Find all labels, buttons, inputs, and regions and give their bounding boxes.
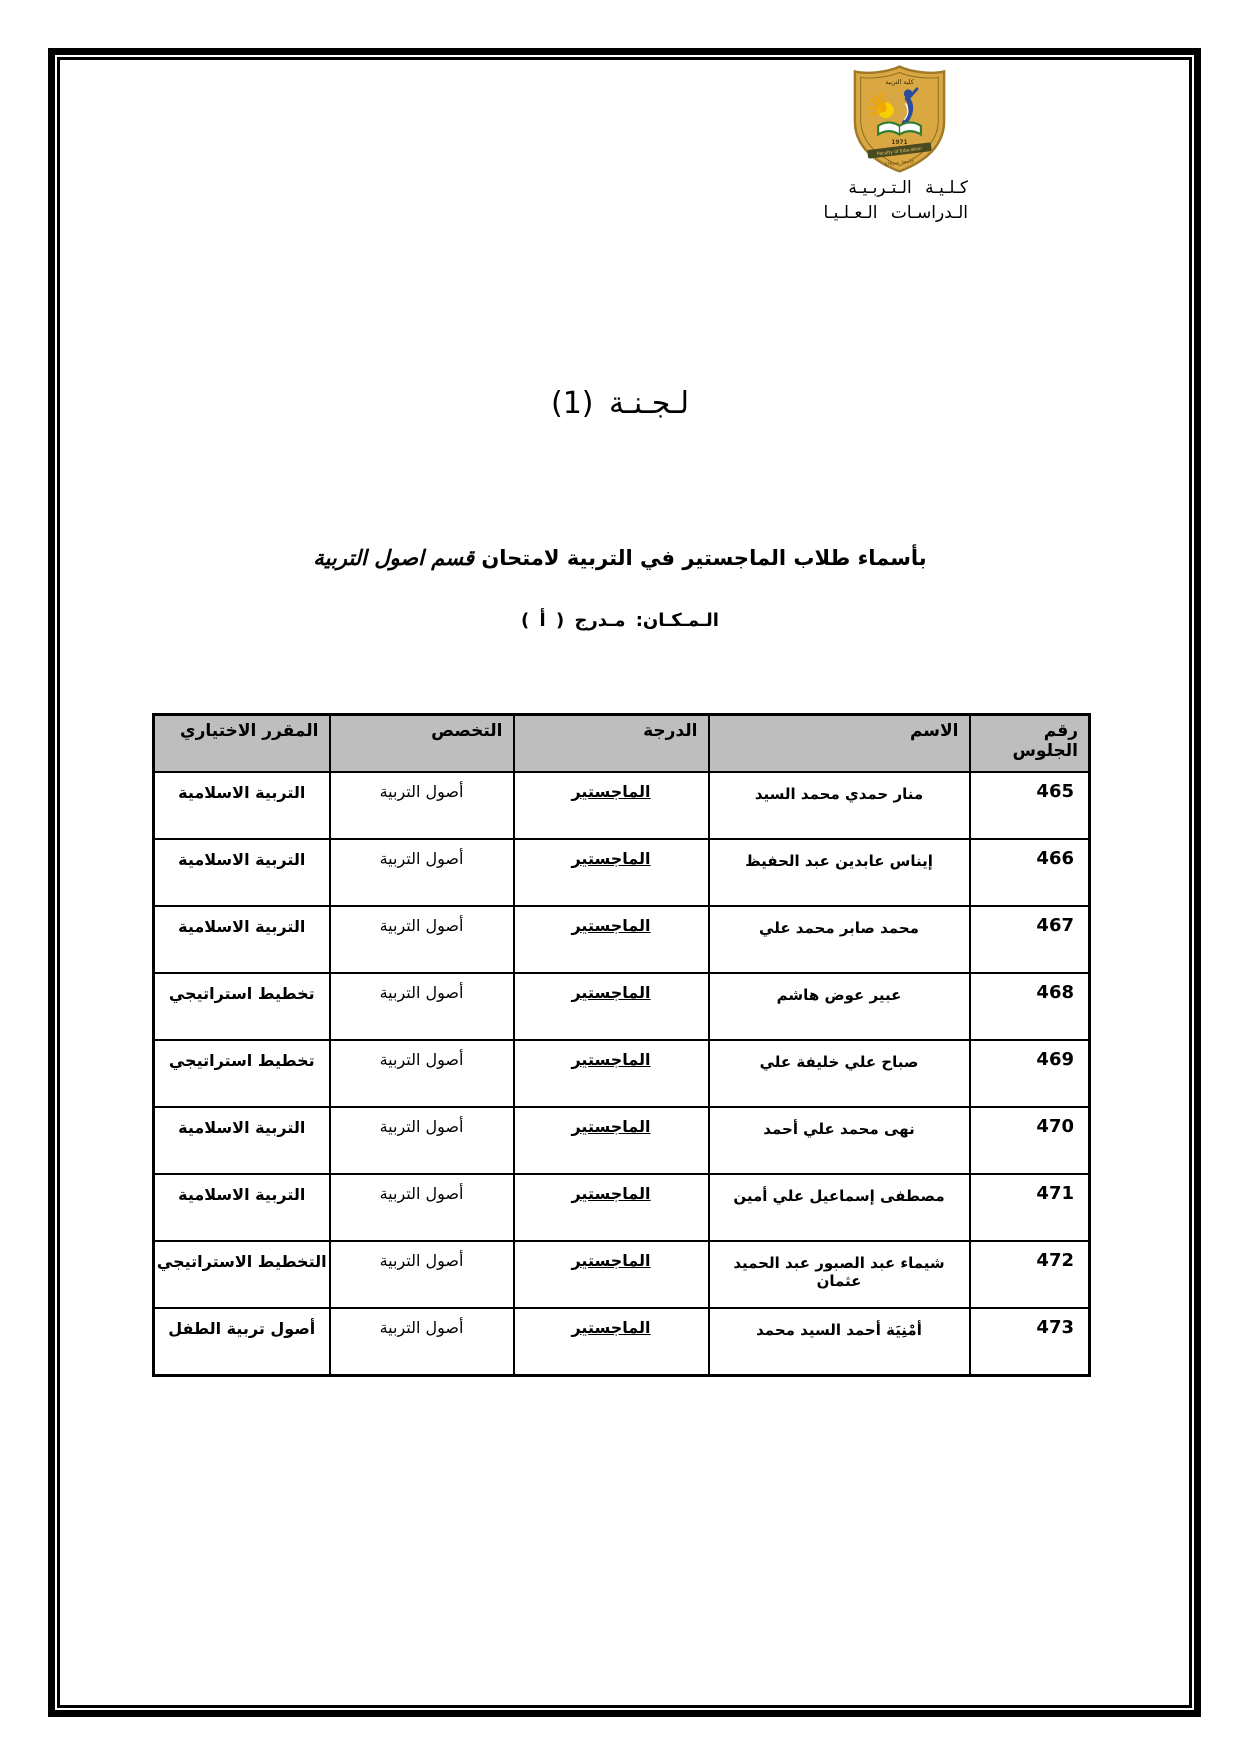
specialization: أصول التربية — [330, 1107, 514, 1174]
table-row — [154, 1308, 1090, 1376]
students-roster-table — [152, 713, 1091, 1377]
specialization: أصول التربية — [330, 1040, 514, 1107]
student-name: صباح علي خليفة علي — [709, 1040, 970, 1107]
specialization: أصول التربية — [330, 839, 514, 906]
exam-location: الـمـكـان: مـدرج ( أ ) — [521, 610, 719, 631]
table-row — [154, 1241, 1090, 1308]
table-row — [154, 1174, 1090, 1241]
degree: الماجستير — [514, 839, 709, 906]
degree: الماجستير — [514, 1241, 709, 1308]
elective-course: التربية الاسلامية — [154, 839, 330, 906]
seat-number: 470 — [970, 1107, 1090, 1174]
seat-number: 471 — [970, 1174, 1090, 1241]
elective-course: التربية الاسلامية — [154, 1107, 330, 1174]
elective-course: التخطيط الاستراتيجي — [154, 1241, 330, 1308]
student-name: أمْنِيَة أحمد السيد محمد — [709, 1308, 970, 1376]
specialization: أصول التربية — [330, 1174, 514, 1241]
student-name: نهى محمد علي أحمد — [709, 1107, 970, 1174]
student-name: مصطفى إسماعيل علي أمين — [709, 1174, 970, 1241]
degree: الماجستير — [514, 1107, 709, 1174]
committee-title: لـجـنـة (1) — [550, 386, 690, 421]
elective-course: أصول تربية الطفل — [154, 1308, 330, 1376]
column-header-specialization: التخصص — [330, 715, 514, 773]
faculty-header-text — [823, 176, 968, 225]
table-row — [154, 1040, 1090, 1107]
specialization: أصول التربية — [330, 1308, 514, 1376]
student-name: منار حمدي محمد السيد — [709, 772, 970, 839]
university-emblem-icon — [851, 64, 948, 174]
student-name: شيماء عبد الصبور عبد الحميد عثمان — [709, 1241, 970, 1308]
specialization: أصول التربية — [330, 772, 514, 839]
emblem-banner-text: Faculty of Education — [876, 146, 923, 158]
column-header-name: الاسم — [709, 715, 970, 773]
student-name: عبير عوض هاشم — [709, 973, 970, 1040]
specialization: أصول التربية — [330, 973, 514, 1040]
column-header-degree: الدرجة — [514, 715, 709, 773]
elective-course: تخطيط استراتيجي — [154, 1040, 330, 1107]
emblem-top-text: كلية التربية — [885, 79, 914, 87]
faculty-line-1: كـلـيـة الـتـربـيـة — [848, 178, 968, 198]
degree: الماجستير — [514, 973, 709, 1040]
column-header-elective-course: المقرر الاختياري — [154, 715, 330, 773]
seat-number: 472 — [970, 1241, 1090, 1308]
faculty-line-2: الـدراسـات الـعـلـيـا — [823, 202, 968, 223]
degree: الماجستير — [514, 772, 709, 839]
seat-number: 467 — [970, 906, 1090, 973]
degree: الماجستير — [514, 1040, 709, 1107]
degree: الماجستير — [514, 1174, 709, 1241]
column-header-seat-number: رقم الجلوس — [970, 715, 1090, 773]
subtitle-department-text: قسم اصول التربية — [313, 546, 482, 570]
seat-number: 466 — [970, 839, 1090, 906]
elective-course: التربية الاسلامية — [154, 906, 330, 973]
specialization: أصول التربية — [330, 906, 514, 973]
elective-course: التربية الاسلامية — [154, 1174, 330, 1241]
emblem-bottom-text: جامعة سوهاج — [884, 158, 915, 167]
subtitle-main-text: بأسماء طلاب الماجستير في التربية لامتحان — [481, 546, 927, 570]
student-name: محمد صابر محمد علي — [709, 906, 970, 973]
table-row — [154, 1107, 1090, 1174]
degree: الماجستير — [514, 906, 709, 973]
degree: الماجستير — [514, 1308, 709, 1376]
seat-number: 473 — [970, 1308, 1090, 1376]
emblem-year: 1971 — [891, 140, 908, 147]
specialization: أصول التربية — [330, 1241, 514, 1308]
table-header-row — [154, 715, 1090, 773]
elective-course: تخطيط استراتيجي — [154, 973, 330, 1040]
table-row — [154, 973, 1090, 1040]
table-row — [154, 906, 1090, 973]
elective-course: التربية الاسلامية — [154, 772, 330, 839]
list-subtitle — [0, 546, 1240, 570]
table-row — [154, 839, 1090, 906]
seat-number: 469 — [970, 1040, 1090, 1107]
seat-number: 465 — [970, 772, 1090, 839]
seat-number: 468 — [970, 973, 1090, 1040]
table-row — [154, 772, 1090, 839]
student-name: إيناس عابدين عبد الحفيظ — [709, 839, 970, 906]
